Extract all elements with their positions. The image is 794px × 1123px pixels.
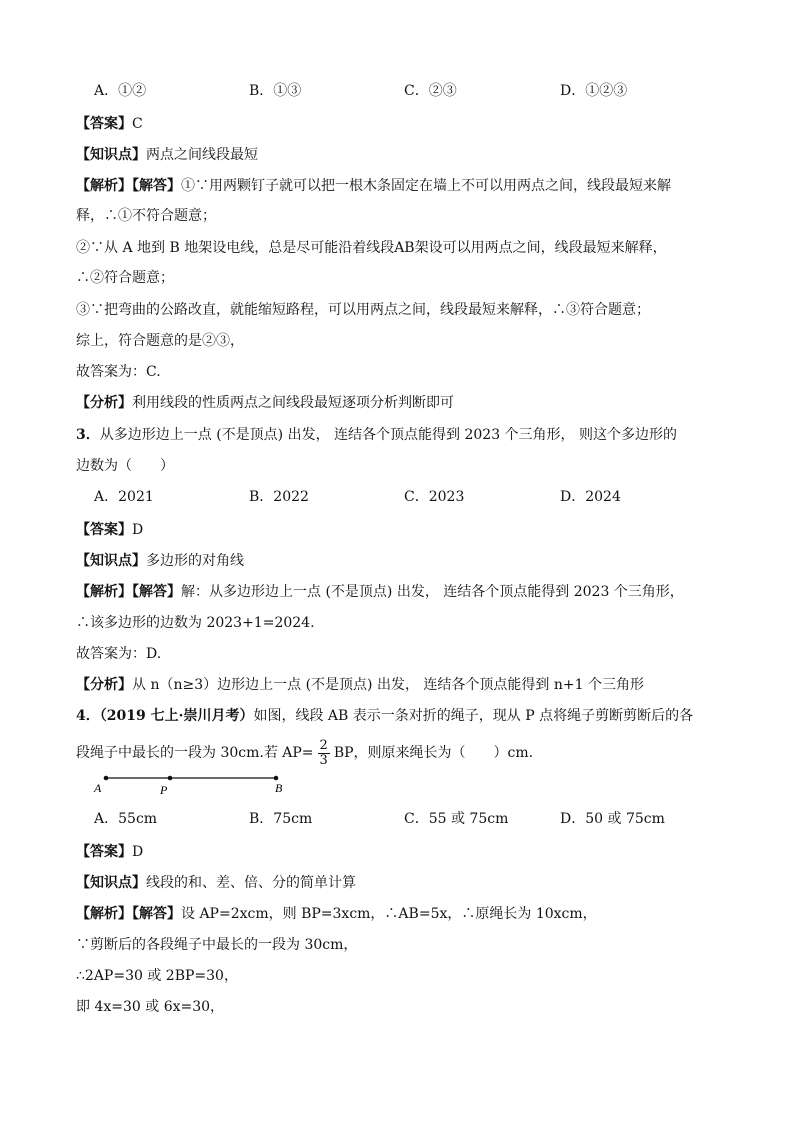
q2-option-d: D．①②③ — [560, 83, 628, 99]
q2-analysis-line-6: 综上，符合题意的是②③， — [76, 333, 244, 349]
q2-analysis-line-1: 【解析】【解答】①∵用两颗钉子就可以把一根木条固定在墙上不可以用两点之间，线段最短来解 — [76, 178, 671, 194]
q4-stem-line-1: 4．（2019 七上·崇川月考）如图，线段 AB 表示一条对折的绳子，现从 P 点将绳子剪断剪断后的各 — [76, 708, 694, 724]
q4-answer: 【答案】D — [76, 844, 144, 860]
q4-option-a: A．55cm — [94, 811, 158, 827]
q3-analysis-line-1: 【解析】【解答】解：从多边形边上一点 (不是顶点) 出发， 连结各个顶点能得到 2023 个三角形， — [76, 584, 684, 600]
q3-stem-line-1: 3．从多边形边上一点 (不是顶点) 出发， 连结各个顶点能得到 2023 个三角形， 则这个多边形的 — [76, 427, 678, 443]
q2-options — [0, 81, 794, 101]
q4-analysis-line-1: 【解析】【解答】设 AP=2xcm，则 BP=3xcm，∴AB=5x，∴原绳长为 10xcm， — [76, 906, 597, 922]
fraction-two-thirds: $\frac{2}{3}$ — [319, 737, 328, 768]
q3-option-d: D．2024 — [560, 489, 621, 505]
q3-stem-line-2: 边数为（ ） — [76, 458, 174, 474]
q2-analysis-line-5: ③∵把弯曲的公路改直，就能缩短路程，可以用两点之间，线段最短来解释，∴③符合题意； — [76, 302, 650, 318]
point-a — [104, 776, 109, 781]
q3-option-a: A．2021 — [94, 489, 154, 505]
label-p: P — [160, 783, 168, 796]
q2-option-b: B．①③ — [249, 83, 302, 99]
q2-analysis-line-2: 释，∴①不符合题意； — [76, 208, 216, 224]
q2-option-a: A．①② — [94, 83, 147, 99]
q2-analysis-line-7: 故答案为：C. — [76, 364, 161, 380]
q4-options — [0, 809, 794, 829]
q3-analysis-line-2: ∴该多边形的边数为 2023+1=2024. — [76, 615, 315, 631]
q2-analysis-line-3: ②∵从 A 地到 B 地架设电线，总是尽可能沿着线段AB架设可以用两点之间，线段最短来解释， — [76, 240, 667, 256]
label-a: A — [94, 781, 102, 795]
q3-option-c: C．2023 — [404, 489, 465, 505]
q3-option-b: B．2022 — [249, 489, 309, 505]
q2-option-c: C．②③ — [404, 83, 457, 99]
q2-analysis-line-4: ∴②符合题意； — [76, 270, 174, 286]
q2-knowledge: 【知识点】两点之间线段最短 — [76, 147, 258, 163]
label-b: B — [275, 781, 283, 795]
q4-stem-line-2: 段绳子中最长的一段为 30cm.若 AP= $\frac{2}{3}$ BP，则原来绳长为（ ）cm. — [76, 737, 534, 768]
q4-knowledge: 【知识点】线段的和、差、倍、分的简单计算 — [76, 875, 356, 891]
q4-analysis-line-2: ∵剪断后的各段绳子中最长的一段为 30cm， — [76, 937, 358, 953]
point-b — [274, 776, 279, 781]
q4-analysis-line-4: 即 4x=30 或 6x=30， — [76, 999, 225, 1015]
q3-options — [0, 487, 794, 507]
q2-answer: 【答案】C — [76, 116, 143, 132]
q3-fenxi: 【分析】从 n（n≥3）边形边上一点 (不是顶点) 出发， 连结各个顶点能得到 n+1 个三角形 — [76, 677, 644, 693]
q4-option-b: B．75cm — [249, 811, 313, 827]
q4-option-d: D．50 或 75cm — [560, 811, 665, 827]
point-p — [168, 776, 173, 781]
q2-fenxi: 【分析】利用线段的性质两点之间线段最短逐项分析判断即可 — [76, 395, 454, 411]
segment-diagram — [92, 772, 302, 796]
q4-option-c: C．55 或 75cm — [404, 811, 509, 827]
q4-analysis-line-3: ∴2AP=30 或 2BP=30， — [76, 968, 238, 984]
q3-answer: 【答案】D — [76, 522, 144, 538]
q3-analysis-line-3: 故答案为：D. — [76, 646, 162, 662]
q3-knowledge: 【知识点】多边形的对角线 — [76, 553, 244, 569]
